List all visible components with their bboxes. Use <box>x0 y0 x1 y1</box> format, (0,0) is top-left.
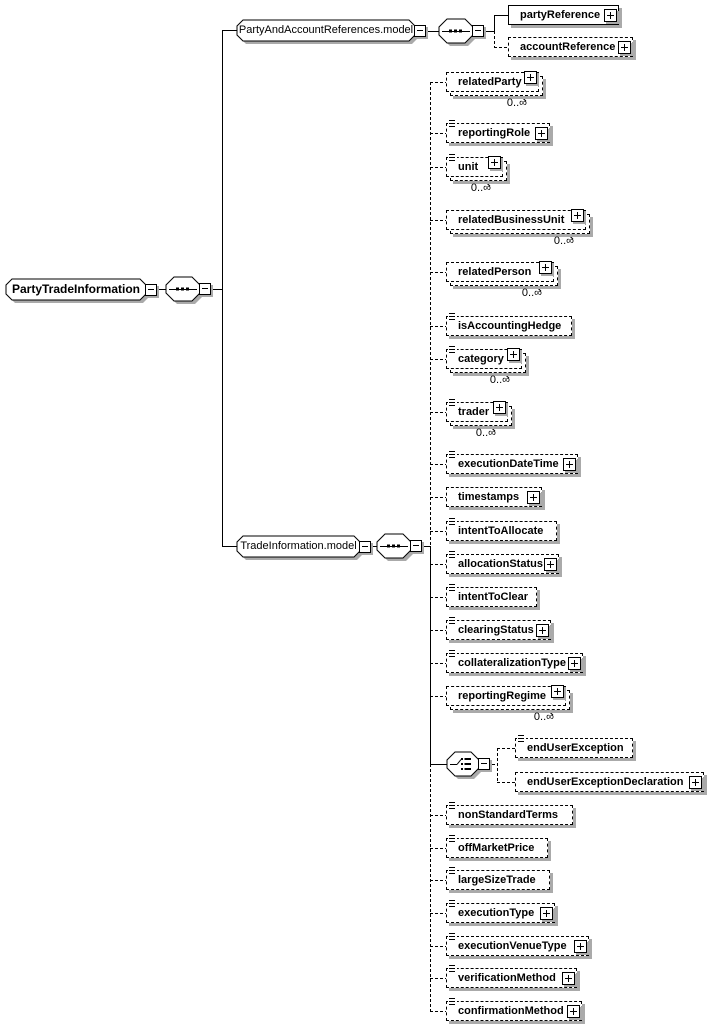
expand-icon[interactable] <box>535 127 548 140</box>
node-label: PartyAndAccountReferences.model <box>238 24 414 36</box>
attributes-icon <box>448 801 457 810</box>
element-PartyTradeInformation[interactable] <box>6 279 146 300</box>
element-executionDateTime[interactable] <box>446 454 578 474</box>
element-isAccountingHedge[interactable] <box>446 316 572 336</box>
sequence-icon[interactable] <box>439 19 473 43</box>
element-label: collateralizationType <box>458 657 566 669</box>
element-label: confirmationMethod <box>458 1005 564 1017</box>
collapse-icon[interactable] <box>410 540 422 552</box>
element-executionVenueType[interactable] <box>446 936 589 956</box>
element-label: accountReference <box>520 41 616 53</box>
element-intentToAllocate[interactable] <box>446 521 557 541</box>
choice-icon[interactable] <box>447 752 479 776</box>
element-relatedParty[interactable] <box>446 72 539 92</box>
occurrence-label: 0..∞ <box>553 235 574 247</box>
element-relatedPerson[interactable] <box>446 262 554 282</box>
element-relatedBusinessUnit[interactable] <box>446 210 586 230</box>
expand-icon[interactable] <box>507 348 520 361</box>
element-label: reportingRegime <box>458 690 547 702</box>
element-label: relatedBusinessUnit <box>458 214 565 226</box>
element-reportingRole[interactable] <box>446 123 550 143</box>
expand-icon[interactable] <box>536 624 549 637</box>
element-label: allocationStatus <box>458 558 543 570</box>
expand-icon[interactable] <box>527 491 540 504</box>
node-label: TradeInformation.model <box>240 540 357 552</box>
attributes-icon <box>448 649 457 658</box>
element-label: reportingRole <box>458 127 531 139</box>
model-group-PartyAndAccountReferences.model[interactable] <box>237 20 415 41</box>
occurrence-label: 0..∞ <box>489 374 510 386</box>
element-label: relatedParty <box>458 76 522 88</box>
element-endUserExceptionDeclaration[interactable] <box>515 772 704 792</box>
attributes-icon <box>448 616 457 625</box>
expand-icon[interactable] <box>689 776 702 789</box>
expand-icon[interactable] <box>540 907 553 920</box>
expand-icon[interactable] <box>618 41 631 54</box>
attributes-icon <box>517 734 526 743</box>
element-offMarketPrice[interactable] <box>446 838 548 858</box>
element-unit[interactable] <box>446 157 503 177</box>
element-label: relatedPerson <box>458 266 532 278</box>
attributes-icon <box>448 550 457 559</box>
expand-icon[interactable] <box>488 156 501 169</box>
occurrence-label: 0..∞ <box>470 182 491 194</box>
element-partyReference[interactable] <box>508 5 619 25</box>
element-verificationMethod[interactable] <box>446 968 577 988</box>
element-executionType[interactable] <box>446 903 555 923</box>
element-confirmationMethod[interactable] <box>446 1001 582 1021</box>
attributes-icon <box>448 932 457 941</box>
collapse-icon[interactable] <box>478 758 490 770</box>
element-label: largeSizeTrade <box>458 874 536 886</box>
element-allocationStatus[interactable] <box>446 554 559 574</box>
attributes-icon <box>448 398 457 407</box>
expand-icon[interactable] <box>539 261 552 274</box>
element-nonStandardTerms[interactable] <box>446 805 573 825</box>
element-reportingRegime[interactable] <box>446 686 566 706</box>
element-label: category <box>458 353 504 365</box>
expand-icon[interactable] <box>571 209 584 222</box>
element-clearingStatus[interactable] <box>446 620 551 640</box>
expand-icon[interactable] <box>562 972 575 985</box>
expand-icon[interactable] <box>563 458 576 471</box>
sequence-icon[interactable] <box>377 534 411 558</box>
occurrence-label: 0..∞ <box>521 287 542 299</box>
expand-icon[interactable] <box>493 401 506 414</box>
element-collateralizationType[interactable] <box>446 653 583 673</box>
element-label: trader <box>458 406 490 418</box>
element-label: executionVenueType <box>458 940 567 952</box>
attributes-icon <box>448 517 457 526</box>
node-label: PartyTradeInformation <box>11 282 141 296</box>
element-accountReference[interactable] <box>508 37 633 57</box>
occurrence-label: 0..∞ <box>506 97 527 109</box>
element-trader[interactable] <box>446 402 508 422</box>
element-label: executionType <box>458 907 535 919</box>
collapse-icon[interactable] <box>414 25 426 37</box>
expand-icon[interactable] <box>524 71 537 84</box>
element-label: partyReference <box>520 9 601 21</box>
element-label: timestamps <box>458 491 520 503</box>
element-label: nonStandardTerms <box>458 809 559 821</box>
model-group-TradeInformation.model[interactable] <box>237 536 360 557</box>
attributes-icon <box>448 345 457 354</box>
element-label: executionDateTime <box>458 458 559 470</box>
attributes-icon <box>448 119 457 128</box>
expand-icon[interactable] <box>568 657 581 670</box>
attributes-icon <box>448 153 457 162</box>
element-largeSizeTrade[interactable] <box>446 870 550 890</box>
expand-icon[interactable] <box>567 1005 580 1018</box>
element-endUserException[interactable] <box>515 738 633 758</box>
occurrence-label: 0..∞ <box>533 711 554 723</box>
expand-icon[interactable] <box>604 9 617 22</box>
element-intentToClear[interactable] <box>446 587 537 607</box>
element-timestamps[interactable] <box>446 487 542 507</box>
element-label: verificationMethod <box>458 972 556 984</box>
element-category[interactable] <box>446 349 522 369</box>
collapse-icon[interactable] <box>199 283 211 295</box>
element-label: unit <box>458 161 479 173</box>
element-label: endUserExceptionDeclaration <box>527 776 684 788</box>
element-label: clearingStatus <box>458 624 534 636</box>
element-label: endUserException <box>527 742 624 754</box>
sequence-icon[interactable] <box>166 277 200 301</box>
element-label: intentToAllocate <box>458 525 544 537</box>
attributes-icon <box>448 964 457 973</box>
attributes-icon <box>448 450 457 459</box>
attributes-icon <box>448 866 457 875</box>
occurrence-label: 0..∞ <box>475 427 496 439</box>
attributes-icon <box>448 583 457 592</box>
collapse-icon[interactable] <box>145 284 157 296</box>
expand-icon[interactable] <box>574 940 587 953</box>
collapse-icon[interactable] <box>472 25 484 37</box>
element-label: intentToClear <box>458 591 529 603</box>
attributes-icon <box>448 899 457 908</box>
expand-icon[interactable] <box>544 558 557 571</box>
collapse-icon[interactable] <box>359 541 371 553</box>
attributes-icon <box>448 997 457 1006</box>
attributes-icon <box>448 312 457 321</box>
expand-icon[interactable] <box>551 685 564 698</box>
element-label: offMarketPrice <box>458 842 535 854</box>
attributes-icon <box>448 834 457 843</box>
element-label: isAccountingHedge <box>458 320 562 332</box>
